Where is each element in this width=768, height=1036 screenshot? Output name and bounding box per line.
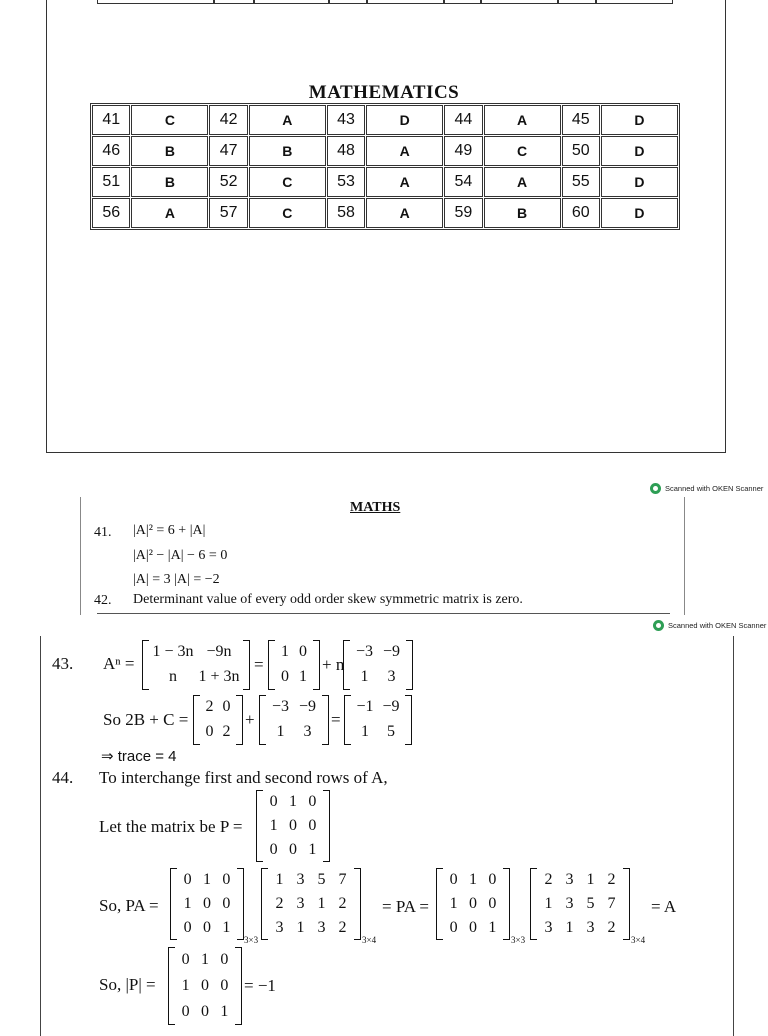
question-number-cell: 42 [209,105,247,135]
matrix-left-bracket [530,868,537,940]
matrix-entry: 3 [296,894,305,912]
matrix-entry: 0 [308,816,317,834]
matrix-entry: 1 + 3n [198,668,240,685]
matrix-entry: 1 [183,894,192,912]
matrix-entry: 1 [222,918,231,936]
matrix-entry: 1 [317,894,326,912]
det-p-label: So, |P| = [99,975,156,994]
matrix-right-bracket [322,695,329,745]
matrix-b [343,640,413,690]
matrix-entry: 0 [288,840,297,858]
matrix-entry: −1 [356,698,374,715]
det-p-matrix [168,947,242,1025]
identity-matrix [268,640,320,690]
answer-row [92,105,678,135]
matrix-entry: 0 [183,870,192,888]
matrix-entry: 0 [269,840,278,858]
question-number-cell: 48 [327,136,365,166]
equals-pa: = PA = [382,897,429,916]
matrix-entry: 2 [205,698,214,715]
matrix-entry: 0 [181,1002,190,1020]
q42-text: Determinant value of every odd order skew symmetric matrix is zero. [133,592,523,607]
matrix-right-bracket [503,868,510,940]
matrix-entry: 0 [202,894,211,912]
matrix-entry: −9 [382,698,400,715]
matrix-left-bracket [142,640,149,690]
question-number-cell: 59 [444,198,482,228]
matrix-entry: 2 [338,918,347,936]
matrix-entry: 2 [275,894,284,912]
scanner-badge [653,620,766,631]
matrix-entry: 3 [544,918,553,936]
matrix-entry: 2 [338,894,347,912]
answer-option-cell: D [601,105,678,135]
matrix-entry: 3 [565,870,574,888]
matrix-entry: 5 [387,723,395,740]
matrix-entry: 3 [303,723,312,740]
question-number-cell: 46 [92,136,130,166]
matrix-entry: 0 [449,918,458,936]
matrix-entry: 0 [202,918,211,936]
question-number-cell: 49 [444,136,482,166]
matrix-left-bracket [344,695,351,745]
answer-row [92,167,678,197]
matrix-right-bracket [405,695,412,745]
matrix-2b [193,695,243,745]
matrix-right-bracket [235,947,242,1025]
answer-option-cell: D [601,136,678,166]
scanner-badge-text: Scanned with OKEN Scanner [665,484,764,493]
question-number-cell: 58 [327,198,365,228]
matrix-entry: 1 [220,1002,229,1020]
matrix-result-a [530,868,630,940]
question-number-cell: 53 [327,167,365,197]
section-title: MATHEMATICS [308,82,460,103]
matrix-entry: 0 [183,918,192,936]
matrix-entry: 0 [281,668,289,685]
dimension-3x3: 3×3 [244,935,259,945]
matrix-entry: 0 [222,870,231,888]
matrix-left-bracket [259,695,266,745]
let-matrix-label: Let the matrix be P = [99,817,243,836]
matrix-p-in-product [170,868,244,940]
matrix-left-bracket [436,868,443,940]
matrix-left-bracket [193,695,200,745]
matrix-entry: 0 [299,643,307,660]
question-number-cell: 47 [209,136,247,166]
matrix-entry: 1 [181,976,190,994]
dimension-3x4: 3×4 [362,935,377,945]
matrix-entry: 1 − 3n [152,643,194,660]
so-2b-plus-c: So 2B + C = [103,710,189,729]
question-number-cell: 54 [444,167,482,197]
matrix-entry: 3 [275,918,284,936]
matrix-entry: 1 [269,816,278,834]
matrix-entry: −9 [382,643,401,660]
matrix-right-bracket [313,640,320,690]
matrix-entry: 5 [586,894,595,912]
matrix-entry: 0 [288,816,297,834]
matrix-entry: 0 [220,976,229,994]
matrix-entry: 1 [276,723,285,740]
equals-a: = A [651,897,677,916]
solutions-heading: MATHS [350,500,401,515]
matrix-entry: 0 [222,894,231,912]
scanner-badge [650,483,763,494]
matrix-entry: 1 [586,870,595,888]
matrix-right-bracket [243,640,250,690]
trace-result: ⇒ trace = 4 [101,748,177,765]
dimension-3x3: 3×3 [511,935,526,945]
matrix-entry: 0 [205,723,214,740]
matrix-right-bracket [406,640,413,690]
matrix-entry: 2 [607,870,616,888]
answer-row [92,198,678,228]
matrix-entry: 0 [488,894,497,912]
matrix-entry: 1 [468,870,477,888]
matrix-entry: 0 [200,976,209,994]
matrix-entry: 3 [565,894,574,912]
matrix-entry: 0 [468,894,477,912]
matrix-entry: −3 [355,643,374,660]
equals-sign: = [331,710,341,729]
matrix-right-bracket [323,790,330,862]
matrix-left-bracket [268,640,275,690]
matrix-left-bracket [168,947,175,1025]
answer-option-cell: C [131,105,208,135]
question-number-cell: 60 [562,198,600,228]
question-number-cell: 45 [562,105,600,135]
matrix-entry: 0 [222,698,231,715]
matrix-entry: 1 [361,723,369,740]
matrix-entry: 1 [281,643,289,660]
matrix-entry: 1 [202,870,211,888]
answer-option-cell: C [484,136,561,166]
det-p-result: = −1 [244,976,276,995]
matrix-left-bracket [170,868,177,940]
equals-sign: = [254,655,264,674]
matrix-entry: −9n [206,643,232,660]
question-number-cell: 56 [92,198,130,228]
answer-option-cell: C [249,167,326,197]
previous-table-bottom [97,0,673,4]
question-number-cell: 55 [562,167,600,197]
matrix-entry: 0 [488,870,497,888]
answer-option-cell: A [366,198,443,228]
answer-option-cell: A [484,105,561,135]
matrix-entry: 1 [296,918,305,936]
matrix-entry: −3 [271,698,290,715]
matrix-right-bracket [623,868,630,940]
answer-option-cell: A [131,198,208,228]
q41-number: 41. [94,525,112,540]
answer-row [92,136,678,166]
answer-option-cell: A [366,167,443,197]
matrix-entry: 2 [607,918,616,936]
question-number-cell: 44 [444,105,482,135]
matrix-entry: 0 [468,918,477,936]
scanner-logo-icon [650,483,661,494]
matrix-entry: 1 [488,918,497,936]
matrix-entry: 1 [565,918,574,936]
q41-line-1: |A|² = 6 + |A| [133,523,206,538]
matrix-2b-plus-c [344,695,412,745]
matrix-right-bracket [236,695,243,745]
question-number-cell: 43 [327,105,365,135]
answer-option-cell: C [249,198,326,228]
answer-option-cell: D [601,167,678,197]
q43-number: 43. [52,654,74,673]
matrix-left-bracket [261,868,268,940]
matrix-a-original [261,868,361,940]
matrix-c [259,695,329,745]
q41-line-2: |A|² − |A| − 6 = 0 [133,548,228,563]
matrix-entry: 1 [308,840,317,858]
matrix-right-bracket [354,868,361,940]
matrix-a-power-n [142,640,250,690]
answer-option-cell: B [131,167,208,197]
page-divider [97,613,670,614]
matrix-entry: 3 [296,870,305,888]
answer-key-table [90,103,680,230]
answer-option-cell: B [249,136,326,166]
matrix-entry: n [169,668,177,685]
matrix-entry: 3 [387,668,396,685]
matrix-entry: 2 [222,723,231,740]
scanner-badge-text: Scanned with OKEN Scanner [668,621,767,630]
matrix-entry: 1 [275,870,284,888]
q41-line-3: |A| = 3 |A| = −2 [133,572,220,587]
scanner-logo-icon [653,620,664,631]
matrix-entry: 2 [544,870,553,888]
answer-option-cell: D [601,198,678,228]
matrix-entry: 1 [449,894,458,912]
question-number-cell: 57 [209,198,247,228]
matrix-entry: 3 [586,918,595,936]
matrix-entry: 5 [317,870,326,888]
matrix-entry: 0 [269,792,278,810]
q44-number: 44. [52,768,74,787]
matrix-entry: 1 [360,668,369,685]
matrix-entry: 1 [200,950,209,968]
question-number-cell: 41 [92,105,130,135]
q43-lhs: Aⁿ = [103,654,135,673]
answer-option-cell: D [366,105,443,135]
plus-sign: + [245,710,255,729]
matrix-entry: 0 [220,950,229,968]
question-number-cell: 50 [562,136,600,166]
answer-option-cell: A [366,136,443,166]
pa-label: So, PA = [99,896,159,915]
matrix-entry: 1 [299,668,307,685]
q44-text: To interchange first and second rows of A, [99,768,388,787]
answer-option-cell: B [484,198,561,228]
answer-option-cell: B [131,136,208,166]
matrix-entry: 1 [288,792,297,810]
matrix-entry: 3 [317,918,326,936]
matrix-entry: 0 [308,792,317,810]
matrix-right-bracket [237,868,244,940]
matrix-entry: 1 [544,894,553,912]
matrix-p-second [436,868,510,940]
question-number-cell: 51 [92,167,130,197]
matrix-entry: 7 [338,870,347,888]
matrix-left-bracket [256,790,263,862]
dimension-3x4: 3×4 [631,935,646,945]
plus-n-sign: + n [322,655,345,674]
matrix-entry: 0 [200,1002,209,1020]
q42-number: 42. [94,593,112,608]
answer-option-cell: A [484,167,561,197]
permutation-matrix-p [256,790,330,862]
matrix-entry: 0 [449,870,458,888]
matrix-entry: 7 [607,894,616,912]
question-number-cell: 52 [209,167,247,197]
matrix-left-bracket [343,640,350,690]
matrix-entry: −9 [298,698,317,715]
matrix-entry: 0 [181,950,190,968]
answer-option-cell: A [249,105,326,135]
